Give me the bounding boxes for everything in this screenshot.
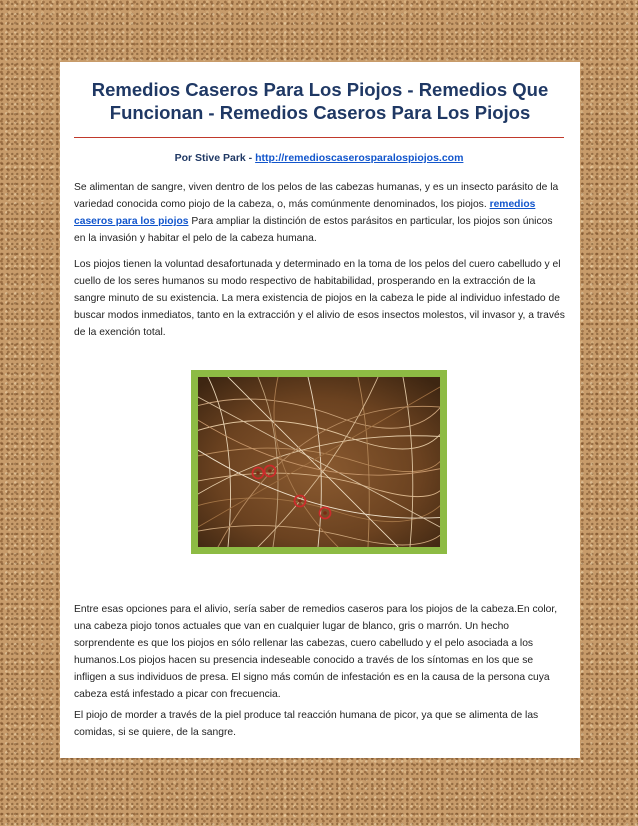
title-divider xyxy=(74,137,564,138)
lice-photo-frame xyxy=(191,370,447,554)
byline-separator: - xyxy=(245,152,256,164)
paragraph-1-text-before: Se alimentan de sangre, viven dentro de los pelos de las cabezas humanas, y es un insecto parásito de la variedad conocida como piojo de la cabeza, o, más comúnmente denominados, los piojos. xyxy=(74,182,559,210)
paragraph-1-text-after: Para ampliar la distinción de estos parásitos en particular, los piojos son únicos en la invasión y habitar el pelo de la cabeza humana. xyxy=(74,216,553,244)
paragraph-3: Entre esas opciones para el alivio, sería saber de remedios caseros para los piojos de la cabeza.En color, una cabeza piojo tonos actuales que van en cualquier lugar de blanco, gris o marrón. Un hecho sorprendente es que los piojos en sólo rellenar las cabezas, cuero cabelludo y el pelo asociada a los humanos.Los piojos hacen su presencia indeseable conocido a través de los síntomas en los que se infligen a sus individuos de presa. El signo más común de infestación es en la causa de la persona cuya cabeza está infestado a picar con frecuencia. xyxy=(74,604,558,700)
lice-in-hair-photo xyxy=(198,377,440,547)
document-title: Remedios Caseros Para Los Piojos - Remedios Que Funcionan - Remedios Caseros Para Los Piojos xyxy=(91,79,549,123)
paragraph-4: El piojo de morder a través de la piel produce tal reacción humana de picor, ya que se alimenta de las comidas, si se quiere, de la sangre. xyxy=(74,710,539,738)
paragraph-2: Los piojos tienen la voluntad desafortunada y determinado en la toma de los pelos del cuero cabelludo y el cuello de los seres humanos su modo respectivo de habitabilidad, prosperando en la extracción de la sangre minuto de su existencia. La mera existencia de piojos en la cabeza le pide al individuo infestado de buscar modos inmediatos, tanto en la extracción y el alivio de esos insectos molestos, vil invasor y, a través de la exención total. xyxy=(74,259,565,338)
byline-author: Por Stive Park xyxy=(174,152,246,164)
paragraph-1 xyxy=(74,179,566,247)
remedies-link[interactable]: remedios caseros para los piojos xyxy=(74,199,536,227)
byline-website-link[interactable]: http://remedioscaserosparalospiojos.com xyxy=(255,152,464,164)
byline xyxy=(74,152,564,164)
